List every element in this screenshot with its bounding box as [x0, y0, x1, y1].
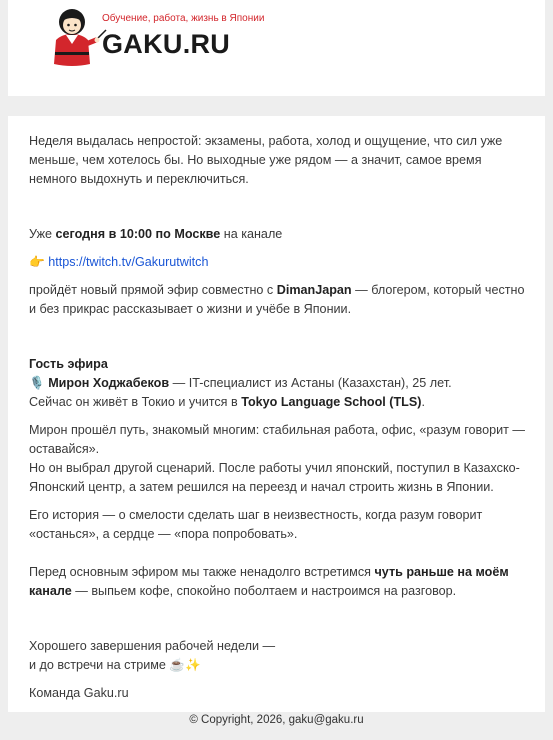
microphone-icon: 🎙️ — [29, 376, 45, 390]
announce-paragraph — [29, 225, 529, 244]
guest-intro-line — [29, 374, 529, 393]
announce-suffix: на канале — [220, 227, 283, 241]
announce-prefix: Уже — [29, 227, 56, 241]
signature: Команда Gaku.ru — [29, 686, 129, 700]
footer-copyright: © Copyright, 2026, gaku@gaku.ru — [189, 714, 364, 726]
story-line-1: Мирон прошёл путь, знакомый многим: стабильная работа, офис, «разум говорит — оставайся». — [29, 423, 525, 456]
pre-bold: чуть раньше на моём канале — [29, 565, 509, 598]
pre-stream-paragraph — [29, 563, 529, 601]
guest-heading: Гость эфира — [29, 357, 108, 371]
pre-suffix: — выпьем кофе, спокойно поболтаем и настроимся на разговор. — [71, 584, 457, 598]
logo-wordmark[interactable]: GAKU.RU — [102, 29, 231, 59]
twitch-link[interactable]: https://twitch.tv/Gakurutwitch — [48, 255, 209, 269]
closing-line-1: Хорошего завершения рабочей недели — — [29, 639, 276, 653]
guest-now-suffix: . — [421, 395, 425, 409]
email-body-card — [8, 116, 545, 712]
closing-line-2: и до встречи на стриме ☕✨ — [29, 658, 201, 672]
guest-now-line — [29, 393, 529, 412]
stream-prefix: пройдёт новый прямой эфир совместно с — [29, 283, 277, 297]
link-paragraph — [29, 253, 529, 272]
email-header — [8, 0, 545, 96]
logo-mascot-icon — [42, 6, 108, 68]
guest-school: Tokyo Language School (TLS) — [241, 395, 422, 409]
pre-prefix: Перед основным эфиром мы также ненадолго встретимся — [29, 565, 375, 579]
story-line-2: Но он выбрал другой сценарий. После работы учил японский, поступил в Казахско-Японский центр, а затем решился на переезд и начал строить жизнь в Японии. — [29, 461, 520, 494]
story-paragraph-2: Его история — о смелости сделать шаг в неизвестность, когда разум говорит «останься», а сердце — «пора попробовать». — [29, 508, 483, 541]
guest-description: — IT-специалист из Астаны (Казахстан), 25 лет. — [169, 376, 452, 390]
guest-now-prefix: Сейчас он живёт в Токио и учится в — [29, 395, 242, 409]
intro-paragraph: Неделя выдалась непростой: экзамены, работа, холод и ощущение, что сил уже меньше, чем хотелось бы. Но выходные уже рядом — а значит, самое время немного выдохнуть и переключиться. — [29, 134, 503, 186]
stream-suffix: — блогером, который честно и без прикрас рассказывает о жизни и учёбе в Японии. — [29, 283, 525, 316]
guest-heading-line — [29, 355, 529, 374]
cohost-name: DimanJapan — [276, 283, 352, 297]
email-content — [29, 132, 529, 703]
stream-paragraph — [29, 281, 529, 319]
announce-time: сегодня в 10:00 по Москве — [55, 227, 221, 241]
logo-tagline: Обучение, работа, жизнь в Японии — [102, 13, 265, 24]
guest-name: Мирон Ходжабеков — [48, 376, 170, 390]
pointing-hand-icon: 👉 — [29, 255, 45, 269]
